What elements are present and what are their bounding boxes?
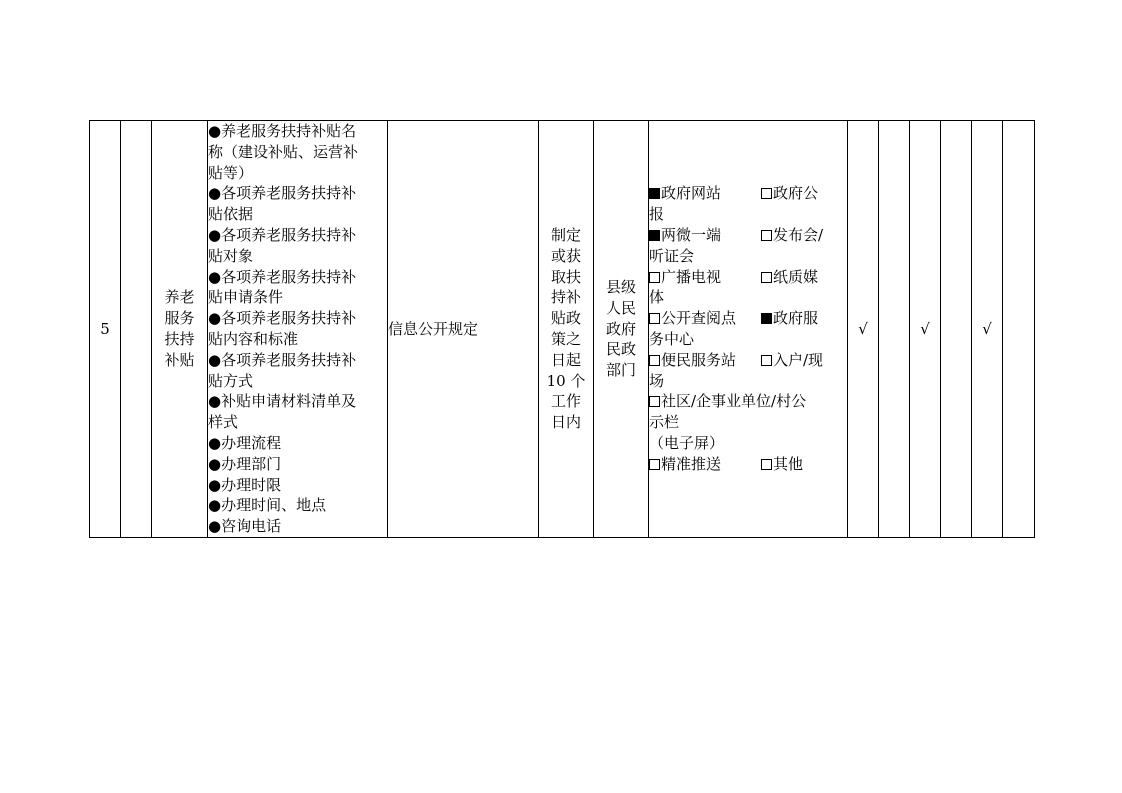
content-item-line: ●办理部门 [208,454,282,473]
unchecked-box-icon [649,396,660,407]
channel-continuation: 听证会 [649,246,695,265]
unchecked-box-icon [649,355,660,366]
content-item-line: ●办理时间、地点 [208,496,327,515]
empty-cell [121,121,152,538]
channel-label: 发布会/ [773,226,824,245]
content-item-line: ●各项养老服务扶持补 [208,226,357,245]
unchecked-box-icon [761,272,772,283]
content-item-line: 样式 [208,413,239,432]
content-item [208,475,387,496]
content-item [208,183,387,225]
channel-label: 入户/现 [773,350,824,369]
department-line: 政府 [605,319,636,338]
content-item-line: ●养老服务扶持补贴名 [208,122,357,141]
unchecked-box-icon [649,313,660,324]
channel-row [649,308,847,350]
channel-label: 政府服 [773,309,819,328]
subject-line: 补贴 [164,350,195,369]
content-item [208,454,387,475]
time-limit-line: 10 个 [546,371,586,390]
disclosure-table [89,120,1035,538]
channel-label: 精准推送 [661,454,722,473]
subject-line: 养老 [164,288,195,307]
content-cell [208,121,388,538]
department-cell [594,121,649,538]
channel-label: 公开查阅点 [661,309,737,328]
unchecked-box-icon [649,459,660,470]
channel-option [761,454,803,475]
content-item [208,350,387,392]
content-item-line: 贴等） [208,163,254,182]
content-item [208,433,387,454]
channel-continuation: 场 [649,371,665,390]
time-limit-line: 制定 [550,226,581,245]
time-limit-line: 或获 [550,246,581,265]
row-number: 5 [90,121,121,538]
content-item-line: 贴内容和标准 [208,330,299,348]
channel-row [649,183,847,225]
content-item [208,121,387,183]
channel-row [649,350,847,392]
check-cell: √ [972,121,1003,538]
channel-option [761,183,818,204]
content-item [208,267,387,309]
basis-cell: 信息公开规定 [388,121,539,538]
channel-label: 其他 [773,454,804,473]
content-item-line: ●各项养老服务扶持补 [208,184,357,203]
channel-option [649,225,761,246]
channel-row [649,433,847,454]
content-item-line: ●办理时限 [208,475,282,494]
checked-box-icon [761,313,772,324]
check-cell: √ [848,121,879,538]
channel-option [649,183,761,204]
content-item [208,225,387,267]
content-item [208,495,387,516]
unchecked-box-icon [761,459,772,470]
content-item [208,516,387,537]
unchecked-box-icon [649,272,660,283]
checked-box-icon [649,188,660,199]
time-limit-line: 持补 [550,288,581,307]
channel-option [761,308,818,329]
channel-option [649,308,761,329]
channel-row [649,391,847,433]
table-row [90,121,1035,538]
time-limit-cell [539,121,594,538]
time-limit-line: 贴政 [550,309,581,328]
content-item-line: ●咨询电话 [208,517,282,536]
channel-label: 纸质媒 [773,267,819,286]
content-item [208,391,387,433]
channel-row [649,454,847,475]
time-limit-line: 策之 [550,330,581,348]
channel-row [649,267,847,309]
content-item-line: ●各项养老服务扶持补 [208,309,357,328]
channel-label: 两微一端 [661,226,722,245]
channel-label: 社区/企事业单位/村公 [661,392,807,411]
time-limit-line: 日内 [550,413,581,432]
content-item [208,308,387,350]
content-item-line: ●各项养老服务扶持补 [208,267,357,286]
content-item-line: 称（建设补贴、运营补 [208,142,359,161]
channel-continuation: 体 [649,288,665,307]
channel-option [649,391,847,412]
subject-line: 扶持 [164,330,195,348]
channel-option [761,350,823,371]
department-line: 县级 [605,278,636,296]
channel-label: 广播电视 [661,267,722,286]
department-line: 人民 [605,298,636,317]
channel-option [761,225,823,246]
channel-label: 政府公 [773,184,819,203]
time-limit-line: 工作 [550,392,581,411]
check-cell [941,121,972,538]
content-item-line: 贴对象 [208,246,254,265]
channel-row [649,225,847,267]
unchecked-box-icon [761,188,772,199]
department-line: 部门 [605,361,636,380]
check-cell [879,121,910,538]
channel-label: 政府网站 [661,184,722,203]
check-cell: √ [910,121,941,538]
channel-option [761,267,818,288]
content-item-line: ●办理流程 [208,433,282,452]
subject-line: 服务 [164,309,195,328]
unchecked-box-icon [761,230,772,241]
channel-label: 便民服务站 [661,350,737,369]
channel-option [649,350,761,371]
content-item-line: 贴申请条件 [208,288,284,307]
channel-continuation: 务中心 [649,330,695,348]
content-item-line: 贴依据 [208,205,254,224]
channels-cell [649,121,848,538]
channel-continuation: 示栏 [649,413,680,432]
department-line: 民政 [605,340,636,359]
channel-option [649,267,761,288]
content-item-line: ●补贴申请材料清单及 [208,392,357,411]
channel-option [649,454,761,475]
time-limit-line: 日起 [550,350,581,369]
time-limit-line: 取扶 [550,267,581,286]
content-item-line: 贴方式 [208,371,254,390]
channel-continuation: （电子屏） [649,433,725,452]
content-item-line: ●各项养老服务扶持补 [208,350,357,369]
check-cell [1003,121,1035,538]
checked-box-icon [649,230,660,241]
unchecked-box-icon [761,355,772,366]
subject-cell [152,121,208,538]
channel-continuation: 报 [649,205,665,224]
